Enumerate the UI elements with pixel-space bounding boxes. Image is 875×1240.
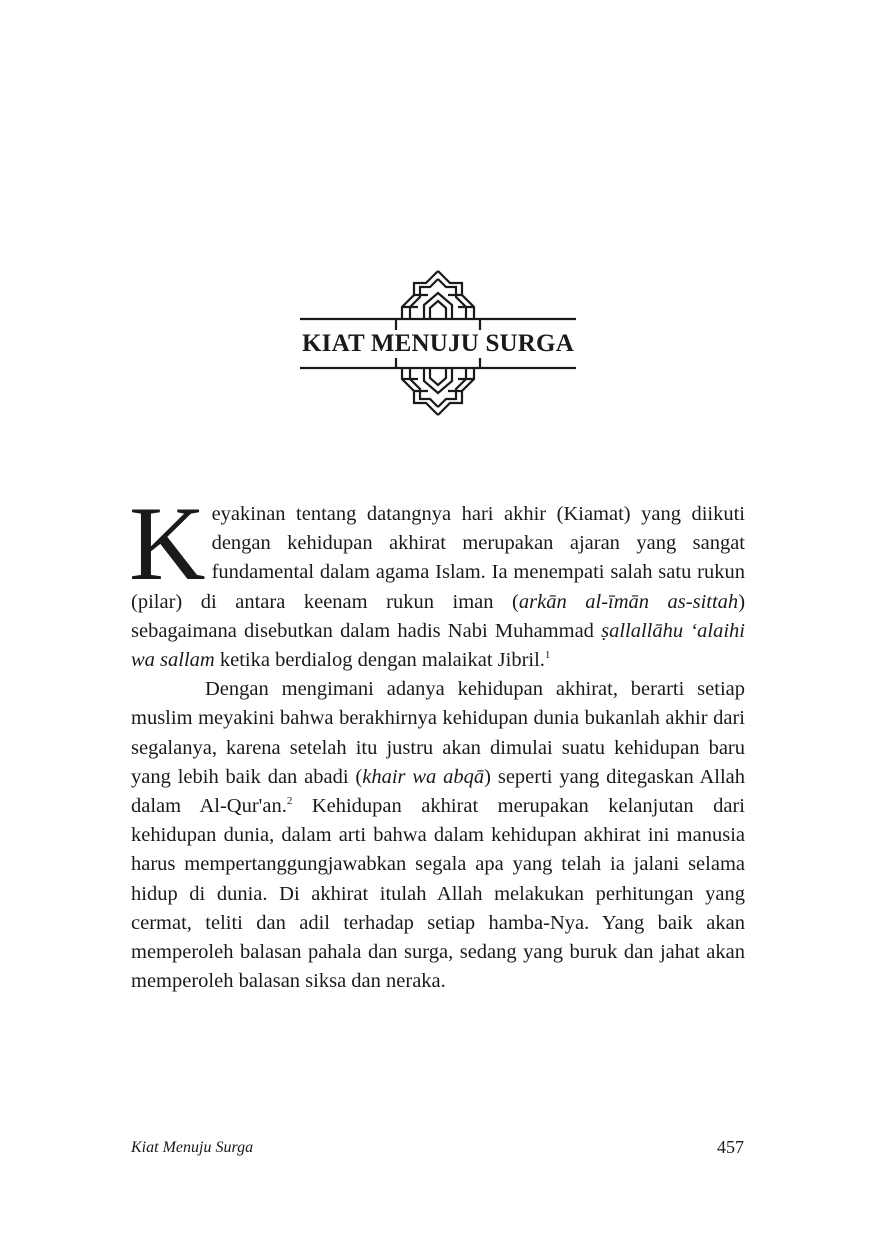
paragraph-1-italic-a: arkān al-īmān as-sittah — [518, 590, 739, 613]
paragraph-2-text-b: ) seperti yang ditegaskan Allah dalam Al-Qur'an. — [131, 765, 746, 818]
paragraph-2-text-c: Kehidupan akhirat merupakan kelanjutan dari kehidupan dunia, dalam arti bahwa dalam kehidupan akhirat ini manusia harus mempertanggungjawabkan segala apa yang telah ia jalani selama hidup di dunia. Di akhirat itulah Allah melakukan perhitungan yang cermat, teliti dan adil terhadap setiap hamba-Nya. Yang baik akan memperoleh balasan pahala dan surga, sedang yang buruk dan jahat akan memperoleh balasan siksa dan neraka. — [131, 795, 745, 993]
paragraph-2-text-a: Dengan mengimani adanya kehidupan akhirat, berarti setiap muslim meyakini bahwa berakhirnya kehidupan dunia bukanlah akhir dari segalanya, karena setelah itu justru akan dimulai suatu kehidupan baru yang lebih baik dan abadi ( — [131, 678, 745, 788]
paragraph-1-text-c: ketika berdialog dengan malaikat Jibril. — [214, 649, 545, 672]
footnote-ref-1[interactable]: 1 — [544, 649, 551, 662]
body-text — [129, 485, 746, 996]
drop-cap: K — [129, 485, 206, 602]
paragraph-1-text-b: ) sebagaimana disebutkan dalam hadis Nabi Muhammad — [131, 590, 746, 642]
page-number: 457 — [717, 1137, 744, 1157]
paragraph-2 — [131, 675, 745, 996]
paragraph-1-text-a: eyakinan tentang datangnya hari akhir (Kiamat) yang diikuti dengan kehidupan akhirat merupakan ajaran yang sangat fundamental dalam agama Islam. Ia menempati salah satu rukun (pilar) di antara keenam rukun iman ( — [131, 503, 745, 613]
chapter-title: KIAT MENUJU SURGA — [302, 330, 574, 357]
paragraph-2-italic-a: khair wa abqā — [362, 765, 485, 788]
running-title: Kiat Menuju Surga — [131, 1139, 254, 1156]
footnote-ref-2[interactable]: 2 — [286, 795, 293, 808]
paragraph-1-italic-b: ṣallallāhu ‘alaihi wa sallam — [131, 619, 745, 672]
paragraph-1 — [129, 485, 746, 675]
